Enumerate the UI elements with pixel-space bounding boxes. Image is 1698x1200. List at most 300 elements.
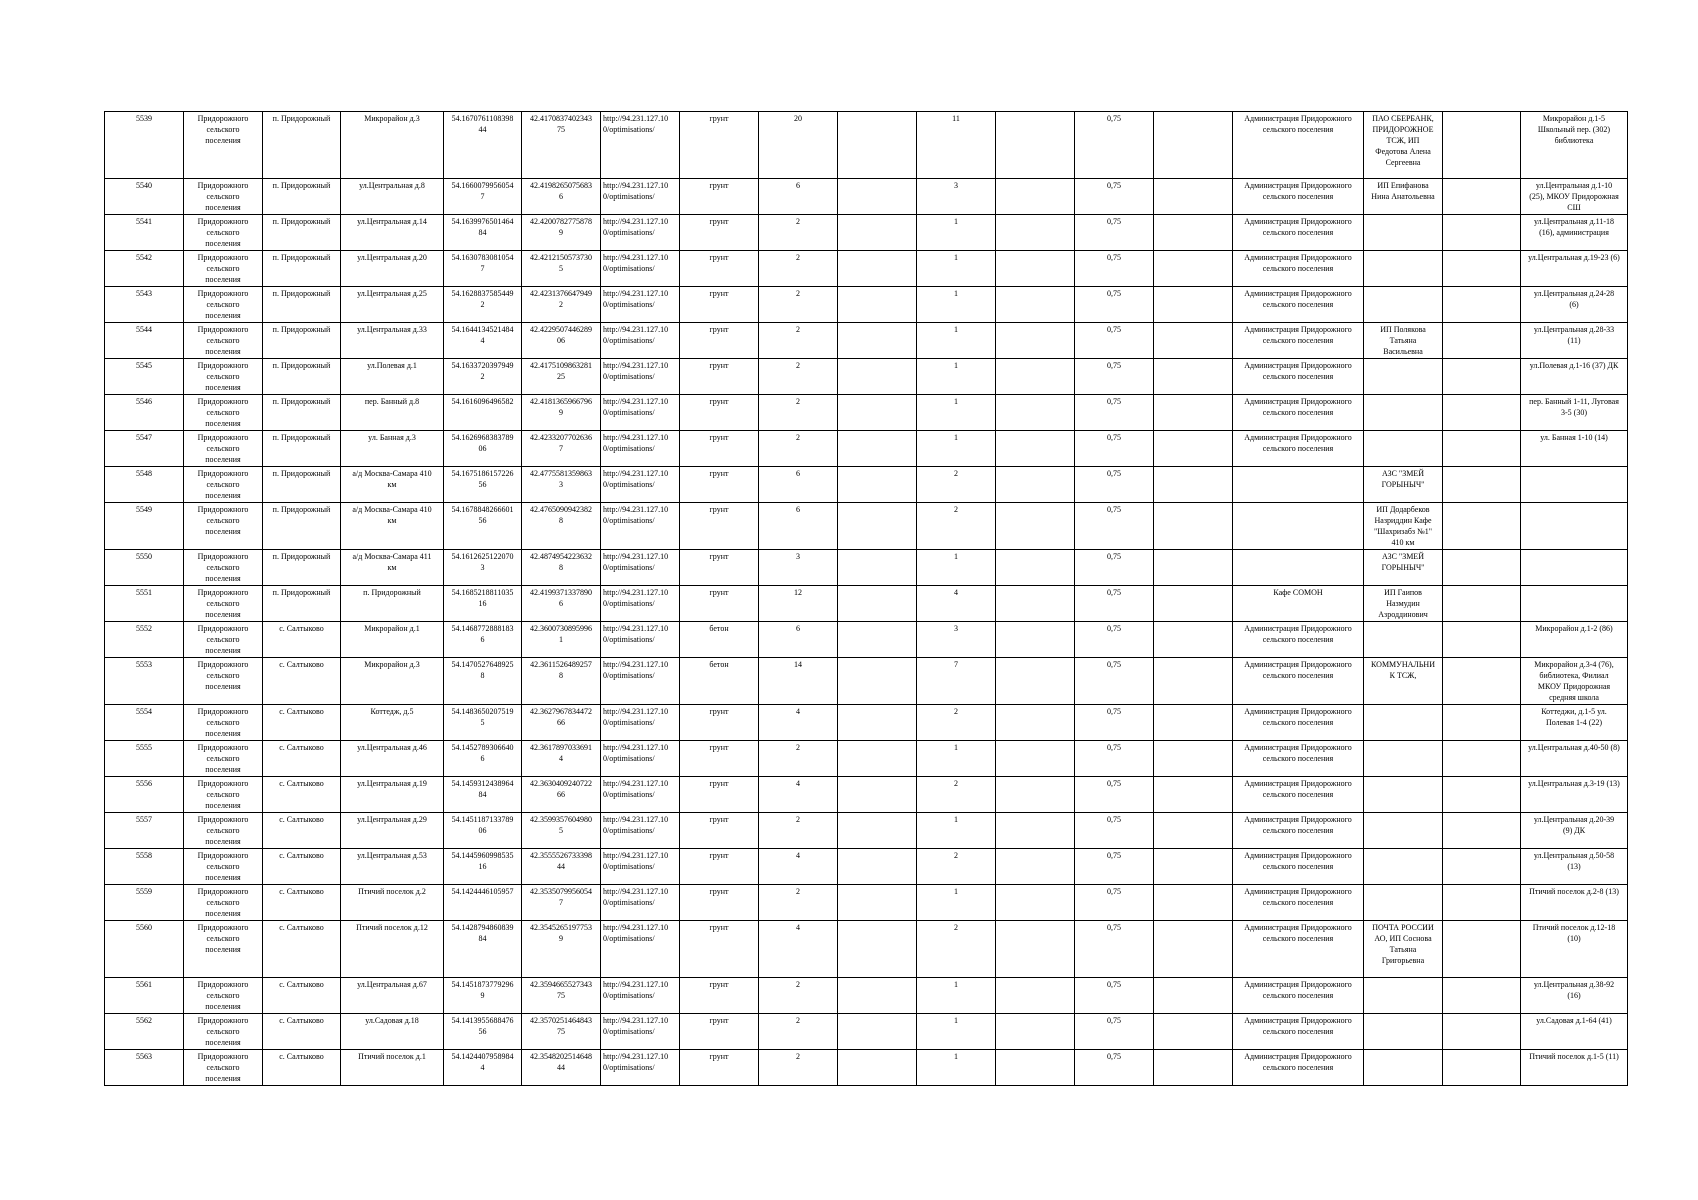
sources-cell bbox=[1364, 777, 1443, 813]
empty-cell bbox=[1154, 1014, 1233, 1050]
address-cell: ул.Садовая д.18 bbox=[341, 1014, 444, 1050]
container-count-cell: 2 bbox=[917, 777, 996, 813]
container-volume-cell: 0,75 bbox=[1075, 1050, 1154, 1086]
area-cell: 6 bbox=[759, 622, 838, 658]
empty-cell bbox=[1443, 287, 1521, 323]
longitude-cell: 42.4170837402343 75 bbox=[522, 112, 601, 179]
served-objects-cell: ул.Центральная д.38-92 (16) bbox=[1521, 978, 1628, 1014]
empty-cell bbox=[1443, 849, 1521, 885]
empty-cell bbox=[1443, 1014, 1521, 1050]
latitude-cell: 54.1670761108398 44 bbox=[444, 112, 522, 179]
container-count-cell: 1 bbox=[917, 287, 996, 323]
empty-cell bbox=[838, 503, 917, 550]
container-count-cell: 3 bbox=[917, 622, 996, 658]
area-cell: 14 bbox=[759, 658, 838, 705]
empty-cell bbox=[838, 179, 917, 215]
container-count-cell: 1 bbox=[917, 215, 996, 251]
empty-cell bbox=[996, 813, 1075, 849]
container-volume-cell: 0,75 bbox=[1075, 586, 1154, 622]
container-count-cell: 11 bbox=[917, 112, 996, 179]
map-link-cell: http://94.231.127.10 0/optimisations/ bbox=[601, 550, 680, 586]
empty-cell bbox=[1154, 622, 1233, 658]
row-number-cell: 5541 bbox=[105, 215, 184, 251]
container-volume-cell: 0,75 bbox=[1075, 622, 1154, 658]
surface-type-cell: грунт bbox=[680, 251, 759, 287]
surface-type-cell: грунт bbox=[680, 179, 759, 215]
served-objects-cell: ул.Садовая д.1-64 (41) bbox=[1521, 1014, 1628, 1050]
sources-cell bbox=[1364, 251, 1443, 287]
empty-cell bbox=[1443, 395, 1521, 431]
container-count-cell: 2 bbox=[917, 467, 996, 503]
table-row bbox=[105, 622, 1628, 658]
owner-cell: Администрация Придорожного сельского поселения bbox=[1233, 215, 1364, 251]
owner-cell: Администрация Придорожного сельского поселения bbox=[1233, 251, 1364, 287]
empty-cell bbox=[1154, 251, 1233, 287]
empty-cell bbox=[838, 921, 917, 978]
owner-cell: Администрация Придорожного сельского поселения bbox=[1233, 921, 1364, 978]
latitude-cell: 54.1468772888183 6 bbox=[444, 622, 522, 658]
surface-type-cell: грунт bbox=[680, 431, 759, 467]
owner-cell bbox=[1233, 550, 1364, 586]
longitude-cell: 42.4181365966796 9 bbox=[522, 395, 601, 431]
settlement-cell: Придорожного сельского поселения bbox=[184, 622, 263, 658]
served-objects-cell: Коттеджи, д.1-5 ул. Полевая 1-4 (22) bbox=[1521, 705, 1628, 741]
empty-cell bbox=[838, 550, 917, 586]
surface-type-cell: грунт bbox=[680, 1014, 759, 1050]
served-objects-cell: ул. Банная 1-10 (14) bbox=[1521, 431, 1628, 467]
empty-cell bbox=[1443, 777, 1521, 813]
empty-cell bbox=[1154, 658, 1233, 705]
longitude-cell: 42.4231376647949 2 bbox=[522, 287, 601, 323]
latitude-cell: 54.1628837585449 2 bbox=[444, 287, 522, 323]
container-count-cell: 1 bbox=[917, 1050, 996, 1086]
container-volume-cell: 0,75 bbox=[1075, 503, 1154, 550]
owner-cell: Администрация Придорожного сельского поселения bbox=[1233, 1050, 1364, 1086]
settlement-cell: Придорожного сельского поселения bbox=[184, 251, 263, 287]
address-cell: Птичий поселок д.12 bbox=[341, 921, 444, 978]
empty-cell bbox=[1154, 978, 1233, 1014]
surface-type-cell: грунт bbox=[680, 978, 759, 1014]
longitude-cell: 42.3627967834472 66 bbox=[522, 705, 601, 741]
empty-cell bbox=[996, 215, 1075, 251]
latitude-cell: 54.1639976501464 84 bbox=[444, 215, 522, 251]
served-objects-cell: ул.Центральная д.1-10 (25), МКОУ Придорожная СШ bbox=[1521, 179, 1628, 215]
table-row bbox=[105, 550, 1628, 586]
latitude-cell: 54.1452789306640 6 bbox=[444, 741, 522, 777]
container-count-cell: 1 bbox=[917, 885, 996, 921]
owner-cell: Администрация Придорожного сельского поселения bbox=[1233, 323, 1364, 359]
latitude-cell: 54.1616096496582 bbox=[444, 395, 522, 431]
empty-cell bbox=[996, 921, 1075, 978]
sources-cell: ПАО СБЕРБАНК, ПРИДОРОЖНОЕ ТСЖ, ИП Федотова Алена Сергеевна bbox=[1364, 112, 1443, 179]
row-number-cell: 5554 bbox=[105, 705, 184, 741]
locality-cell: п. Придорожный bbox=[263, 251, 341, 287]
empty-cell bbox=[1443, 586, 1521, 622]
owner-cell: Администрация Придорожного сельского поселения bbox=[1233, 813, 1364, 849]
empty-cell bbox=[838, 1014, 917, 1050]
container-volume-cell: 0,75 bbox=[1075, 431, 1154, 467]
address-cell: Птичий поселок д.2 bbox=[341, 885, 444, 921]
empty-cell bbox=[838, 431, 917, 467]
settlement-cell: Придорожного сельского поселения bbox=[184, 287, 263, 323]
empty-cell bbox=[838, 287, 917, 323]
empty-cell bbox=[1443, 467, 1521, 503]
surface-type-cell: грунт bbox=[680, 921, 759, 978]
served-objects-cell: Микрорайон д.1-5 Школьный пер. (302) библиотека bbox=[1521, 112, 1628, 179]
empty-cell bbox=[996, 705, 1075, 741]
container-volume-cell: 0,75 bbox=[1075, 251, 1154, 287]
address-cell: ул. Банная д.3 bbox=[341, 431, 444, 467]
address-cell: Микрорайон д.3 bbox=[341, 658, 444, 705]
table-row bbox=[105, 467, 1628, 503]
served-objects-cell: ул.Полевая д.1-16 (37) ДК bbox=[1521, 359, 1628, 395]
owner-cell: Администрация Придорожного сельского поселения bbox=[1233, 431, 1364, 467]
map-link-cell: http://94.231.127.10 0/optimisations/ bbox=[601, 179, 680, 215]
row-number-cell: 5562 bbox=[105, 1014, 184, 1050]
address-cell: пер. Банный д.8 bbox=[341, 395, 444, 431]
empty-cell bbox=[838, 215, 917, 251]
sources-cell: ИП Додарбеков Назриддин Кафе "Шахризабз №1" 410 км bbox=[1364, 503, 1443, 550]
settlement-cell: Придорожного сельского поселения bbox=[184, 431, 263, 467]
surface-type-cell: грунт bbox=[680, 777, 759, 813]
row-number-cell: 5540 bbox=[105, 179, 184, 215]
address-cell: ул.Центральная д.25 bbox=[341, 287, 444, 323]
area-cell: 2 bbox=[759, 1014, 838, 1050]
table-row bbox=[105, 777, 1628, 813]
owner-cell: Администрация Придорожного сельского поселения bbox=[1233, 112, 1364, 179]
surface-type-cell: грунт bbox=[680, 813, 759, 849]
row-number-cell: 5549 bbox=[105, 503, 184, 550]
longitude-cell: 42.4198265075683 6 bbox=[522, 179, 601, 215]
locality-cell: п. Придорожный bbox=[263, 395, 341, 431]
longitude-cell: 42.4175109863281 25 bbox=[522, 359, 601, 395]
map-link-cell: http://94.231.127.10 0/optimisations/ bbox=[601, 1050, 680, 1086]
longitude-cell: 42.3611526489257 8 bbox=[522, 658, 601, 705]
sources-cell bbox=[1364, 885, 1443, 921]
empty-cell bbox=[1443, 705, 1521, 741]
settlement-cell: Придорожного сельского поселения bbox=[184, 586, 263, 622]
area-cell: 2 bbox=[759, 741, 838, 777]
surface-type-cell: грунт bbox=[680, 1050, 759, 1086]
settlement-cell: Придорожного сельского поселения bbox=[184, 359, 263, 395]
latitude-cell: 54.1413955688476 56 bbox=[444, 1014, 522, 1050]
settlement-cell: Придорожного сельского поселения bbox=[184, 467, 263, 503]
container-count-cell: 2 bbox=[917, 921, 996, 978]
row-number-cell: 5559 bbox=[105, 885, 184, 921]
empty-cell bbox=[1443, 179, 1521, 215]
longitude-cell: 42.3600730895996 1 bbox=[522, 622, 601, 658]
area-cell: 20 bbox=[759, 112, 838, 179]
longitude-cell: 42.4229507446289 06 bbox=[522, 323, 601, 359]
empty-cell bbox=[838, 586, 917, 622]
longitude-cell: 42.3555526733398 44 bbox=[522, 849, 601, 885]
served-objects-cell: ул.Центральная д.24-28 (6) bbox=[1521, 287, 1628, 323]
locality-cell: п. Придорожный bbox=[263, 215, 341, 251]
locality-cell: с. Салтыково bbox=[263, 622, 341, 658]
owner-cell: Администрация Придорожного сельского поселения bbox=[1233, 849, 1364, 885]
area-cell: 2 bbox=[759, 431, 838, 467]
served-objects-cell bbox=[1521, 467, 1628, 503]
surface-type-cell: грунт bbox=[680, 705, 759, 741]
sources-cell: ПОЧТА РОССИИ АО, ИП Соснова Татьяна Григорьевна bbox=[1364, 921, 1443, 978]
sources-cell: АЗС "ЗМЕЙ ГОРЫНЫЧ" bbox=[1364, 467, 1443, 503]
settlement-cell: Придорожного сельского поселения bbox=[184, 777, 263, 813]
container-count-cell: 1 bbox=[917, 323, 996, 359]
longitude-cell: 42.3548202514648 44 bbox=[522, 1050, 601, 1086]
surface-type-cell: грунт bbox=[680, 359, 759, 395]
table-row bbox=[105, 251, 1628, 287]
longitude-cell: 42.4765090942382 8 bbox=[522, 503, 601, 550]
empty-cell bbox=[1443, 1050, 1521, 1086]
map-link-cell: http://94.231.127.10 0/optimisations/ bbox=[601, 431, 680, 467]
empty-cell bbox=[1443, 885, 1521, 921]
row-number-cell: 5550 bbox=[105, 550, 184, 586]
container-volume-cell: 0,75 bbox=[1075, 1014, 1154, 1050]
container-count-cell: 1 bbox=[917, 359, 996, 395]
served-objects-cell: ул.Центральная д.3-19 (13) bbox=[1521, 777, 1628, 813]
area-cell: 4 bbox=[759, 921, 838, 978]
latitude-cell: 54.1660079956054 7 bbox=[444, 179, 522, 215]
served-objects-cell bbox=[1521, 503, 1628, 550]
container-volume-cell: 0,75 bbox=[1075, 813, 1154, 849]
row-number-cell: 5556 bbox=[105, 777, 184, 813]
empty-cell bbox=[996, 849, 1075, 885]
empty-cell bbox=[996, 287, 1075, 323]
row-number-cell: 5543 bbox=[105, 287, 184, 323]
empty-cell bbox=[1154, 885, 1233, 921]
owner-cell: Администрация Придорожного сельского поселения bbox=[1233, 885, 1364, 921]
locality-cell: с. Салтыково bbox=[263, 741, 341, 777]
table-body bbox=[105, 112, 1628, 1086]
map-link-cell: http://94.231.127.10 0/optimisations/ bbox=[601, 849, 680, 885]
sources-cell bbox=[1364, 978, 1443, 1014]
container-count-cell: 2 bbox=[917, 849, 996, 885]
locality-cell: с. Салтыково bbox=[263, 777, 341, 813]
empty-cell bbox=[1154, 467, 1233, 503]
container-volume-cell: 0,75 bbox=[1075, 885, 1154, 921]
latitude-cell: 54.1630783081054 7 bbox=[444, 251, 522, 287]
empty-cell bbox=[996, 503, 1075, 550]
area-cell: 2 bbox=[759, 323, 838, 359]
locality-cell: с. Салтыково bbox=[263, 813, 341, 849]
row-number-cell: 5544 bbox=[105, 323, 184, 359]
owner-cell: Администрация Придорожного сельского поселения bbox=[1233, 287, 1364, 323]
served-objects-cell: Микрорайон д.3-4 (76), библиотека, Филиал МКОУ Придорожная средняя школа bbox=[1521, 658, 1628, 705]
container-volume-cell: 0,75 bbox=[1075, 215, 1154, 251]
surface-type-cell: грунт bbox=[680, 395, 759, 431]
container-volume-cell: 0,75 bbox=[1075, 658, 1154, 705]
surface-type-cell: грунт bbox=[680, 215, 759, 251]
table-row bbox=[105, 179, 1628, 215]
row-number-cell: 5546 bbox=[105, 395, 184, 431]
longitude-cell: 42.3545265197753 9 bbox=[522, 921, 601, 978]
locality-cell: п. Придорожный bbox=[263, 179, 341, 215]
empty-cell bbox=[1154, 287, 1233, 323]
empty-cell bbox=[1154, 849, 1233, 885]
container-count-cell: 1 bbox=[917, 813, 996, 849]
longitude-cell: 42.3599357604980 5 bbox=[522, 813, 601, 849]
map-link-cell: http://94.231.127.10 0/optimisations/ bbox=[601, 323, 680, 359]
map-link-cell: http://94.231.127.10 0/optimisations/ bbox=[601, 215, 680, 251]
settlement-cell: Придорожного сельского поселения bbox=[184, 885, 263, 921]
locality-cell: с. Салтыково bbox=[263, 885, 341, 921]
container-volume-cell: 0,75 bbox=[1075, 777, 1154, 813]
empty-cell bbox=[1154, 705, 1233, 741]
table-row bbox=[105, 503, 1628, 550]
address-cell: ул.Центральная д.67 bbox=[341, 978, 444, 1014]
empty-cell bbox=[838, 885, 917, 921]
sources-cell bbox=[1364, 741, 1443, 777]
map-link-cell: http://94.231.127.10 0/optimisations/ bbox=[601, 658, 680, 705]
empty-cell bbox=[1443, 503, 1521, 550]
address-cell: ул.Полевая д.1 bbox=[341, 359, 444, 395]
container-volume-cell: 0,75 bbox=[1075, 395, 1154, 431]
empty-cell bbox=[1443, 921, 1521, 978]
locality-cell: п. Придорожный bbox=[263, 503, 341, 550]
empty-cell bbox=[1443, 658, 1521, 705]
container-volume-cell: 0,75 bbox=[1075, 467, 1154, 503]
empty-cell bbox=[1154, 112, 1233, 179]
area-cell: 6 bbox=[759, 467, 838, 503]
settlement-cell: Придорожного сельского поселения bbox=[184, 1014, 263, 1050]
locality-cell: п. Придорожный bbox=[263, 359, 341, 395]
owner-cell: Кафе СОМОН bbox=[1233, 586, 1364, 622]
map-link-cell: http://94.231.127.10 0/optimisations/ bbox=[601, 287, 680, 323]
surface-type-cell: грунт bbox=[680, 467, 759, 503]
served-objects-cell bbox=[1521, 586, 1628, 622]
container-count-cell: 1 bbox=[917, 431, 996, 467]
longitude-cell: 42.4200782775878 9 bbox=[522, 215, 601, 251]
empty-cell bbox=[838, 622, 917, 658]
container-volume-cell: 0,75 bbox=[1075, 705, 1154, 741]
container-volume-cell: 0,75 bbox=[1075, 287, 1154, 323]
latitude-cell: 54.1470527648925 8 bbox=[444, 658, 522, 705]
latitude-cell: 54.1451873779296 9 bbox=[444, 978, 522, 1014]
owner-cell: Администрация Придорожного сельского поселения bbox=[1233, 741, 1364, 777]
served-objects-cell: Микрорайон д.1-2 (86) bbox=[1521, 622, 1628, 658]
settlement-cell: Придорожного сельского поселения bbox=[184, 741, 263, 777]
container-volume-cell: 0,75 bbox=[1075, 323, 1154, 359]
empty-cell bbox=[996, 586, 1075, 622]
empty-cell bbox=[1154, 215, 1233, 251]
empty-cell bbox=[838, 323, 917, 359]
empty-cell bbox=[1154, 1050, 1233, 1086]
empty-cell bbox=[996, 395, 1075, 431]
sources-cell bbox=[1364, 1050, 1443, 1086]
area-cell: 2 bbox=[759, 251, 838, 287]
address-cell: ул.Центральная д.19 bbox=[341, 777, 444, 813]
empty-cell bbox=[996, 112, 1075, 179]
locality-cell: с. Салтыково bbox=[263, 978, 341, 1014]
served-objects-cell: Птичий поселок д.1-5 (11) bbox=[1521, 1050, 1628, 1086]
empty-cell bbox=[996, 179, 1075, 215]
sources-cell bbox=[1364, 215, 1443, 251]
area-cell: 3 bbox=[759, 550, 838, 586]
table-row bbox=[105, 849, 1628, 885]
empty-cell bbox=[1154, 179, 1233, 215]
table-row bbox=[105, 215, 1628, 251]
empty-cell bbox=[996, 777, 1075, 813]
longitude-cell: 42.3594665527343 75 bbox=[522, 978, 601, 1014]
longitude-cell: 42.4775581359863 3 bbox=[522, 467, 601, 503]
empty-cell bbox=[838, 359, 917, 395]
area-cell: 2 bbox=[759, 978, 838, 1014]
area-cell: 4 bbox=[759, 777, 838, 813]
served-objects-cell: Птичий поселок д.12-18 (10) bbox=[1521, 921, 1628, 978]
owner-cell: Администрация Придорожного сельского поселения bbox=[1233, 359, 1364, 395]
owner-cell: Администрация Придорожного сельского поселения bbox=[1233, 395, 1364, 431]
area-cell: 4 bbox=[759, 705, 838, 741]
area-cell: 2 bbox=[759, 359, 838, 395]
empty-cell bbox=[838, 1050, 917, 1086]
address-cell: п. Придорожный bbox=[341, 586, 444, 622]
sources-cell bbox=[1364, 705, 1443, 741]
table-row bbox=[105, 741, 1628, 777]
latitude-cell: 54.1633720397949 2 bbox=[444, 359, 522, 395]
settlement-cell: Придорожного сельского поселения bbox=[184, 705, 263, 741]
empty-cell bbox=[996, 622, 1075, 658]
empty-cell bbox=[1154, 323, 1233, 359]
empty-cell bbox=[1443, 359, 1521, 395]
map-link-cell: http://94.231.127.10 0/optimisations/ bbox=[601, 503, 680, 550]
sources-cell bbox=[1364, 622, 1443, 658]
latitude-cell: 54.1451187133789 06 bbox=[444, 813, 522, 849]
longitude-cell: 42.4199371337890 6 bbox=[522, 586, 601, 622]
map-link-cell: http://94.231.127.10 0/optimisations/ bbox=[601, 741, 680, 777]
served-objects-cell: ул.Центральная д.28-33 (11) bbox=[1521, 323, 1628, 359]
empty-cell bbox=[838, 658, 917, 705]
empty-cell bbox=[838, 777, 917, 813]
sources-cell bbox=[1364, 395, 1443, 431]
address-cell: ул.Центральная д.8 bbox=[341, 179, 444, 215]
sources-cell bbox=[1364, 431, 1443, 467]
surface-type-cell: грунт bbox=[680, 323, 759, 359]
settlement-cell: Придорожного сельского поселения bbox=[184, 503, 263, 550]
address-cell: Коттедж, д.5 bbox=[341, 705, 444, 741]
area-cell: 2 bbox=[759, 287, 838, 323]
longitude-cell: 42.4874954223632 8 bbox=[522, 550, 601, 586]
latitude-cell: 54.1626968383789 06 bbox=[444, 431, 522, 467]
table-row bbox=[105, 395, 1628, 431]
empty-cell bbox=[1443, 112, 1521, 179]
latitude-cell: 54.1424407958984 4 bbox=[444, 1050, 522, 1086]
empty-cell bbox=[838, 467, 917, 503]
container-volume-cell: 0,75 bbox=[1075, 978, 1154, 1014]
settlement-cell: Придорожного сельского поселения bbox=[184, 179, 263, 215]
container-volume-cell: 0,75 bbox=[1075, 550, 1154, 586]
container-count-cell: 1 bbox=[917, 550, 996, 586]
map-link-cell: http://94.231.127.10 0/optimisations/ bbox=[601, 813, 680, 849]
area-cell: 2 bbox=[759, 885, 838, 921]
surface-type-cell: грунт bbox=[680, 503, 759, 550]
row-number-cell: 5548 bbox=[105, 467, 184, 503]
empty-cell bbox=[996, 359, 1075, 395]
address-cell: ул.Центральная д.53 bbox=[341, 849, 444, 885]
owner-cell: Администрация Придорожного сельского поселения bbox=[1233, 658, 1364, 705]
longitude-cell: 42.3617897033691 4 bbox=[522, 741, 601, 777]
surface-type-cell: бетон bbox=[680, 658, 759, 705]
empty-cell bbox=[996, 658, 1075, 705]
owner-cell: Администрация Придорожного сельского поселения bbox=[1233, 179, 1364, 215]
sources-cell bbox=[1364, 813, 1443, 849]
surface-type-cell: грунт bbox=[680, 741, 759, 777]
locality-cell: п. Придорожный bbox=[263, 586, 341, 622]
map-link-cell: http://94.231.127.10 0/optimisations/ bbox=[601, 777, 680, 813]
owner-cell bbox=[1233, 467, 1364, 503]
sources-cell: ИП Гаипов Назмудин Азроддинович bbox=[1364, 586, 1443, 622]
container-count-cell: 1 bbox=[917, 741, 996, 777]
settlement-cell: Придорожного сельского поселения bbox=[184, 1050, 263, 1086]
